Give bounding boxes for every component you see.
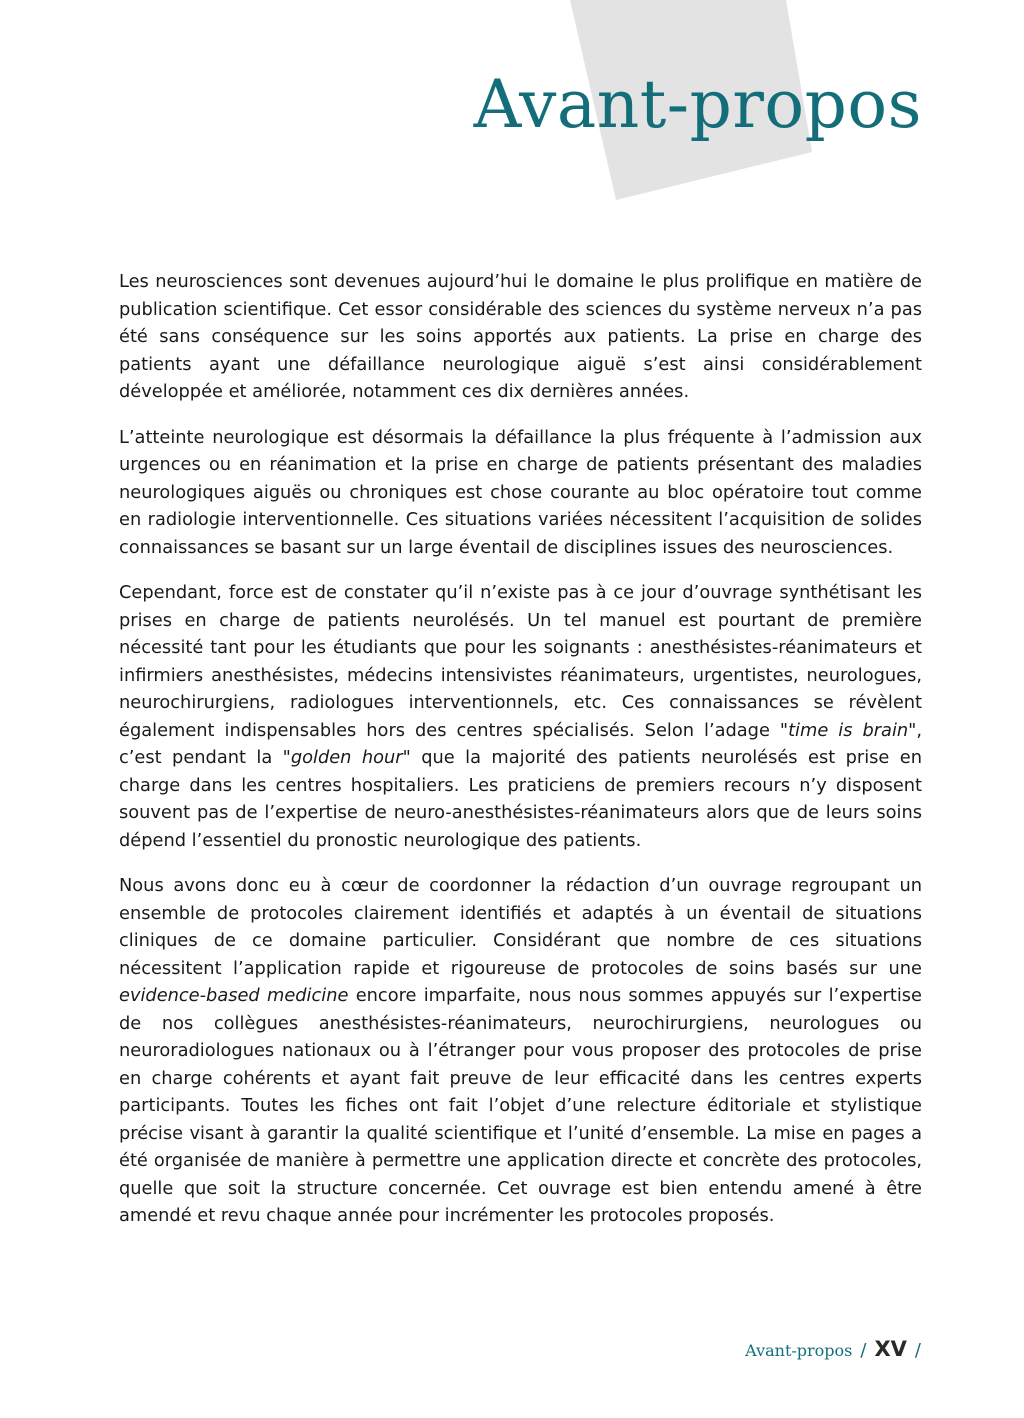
footer-section-label: Avant-propos	[745, 1341, 853, 1360]
paragraph-3-part-2: , c’est pendant la	[119, 719, 922, 768]
page-title: Avant-propos	[473, 66, 922, 143]
paragraph-4-part-2: encore imparfaite, nous nous sommes appuyés sur l’expertise de nos collègues anesthésistes-réanimateurs, neurochirurgiens, neurologues ou neuroradiologues nationaux ou à l’étranger pour vous proposer des protocoles de prise en charge cohérents et ayant fait preuve de leur efficacité dans les centres experts participants. Toutes les fiches ont fait l’objet d’une relecture éditoriale et stylistique précise visant à garantir la qualité scientifique et l’unité d’ensemble. La mise en pages a été organisée de manière à permettre une application directe et concrète des protocoles, quelle que soit la structure concernée. Cet ouvrage est bien entendu amené à être amendé et revu chaque année pour incrémenter les protocoles proposés.	[119, 985, 922, 1226]
paragraph-3-emphasis-1: "time is brain"	[779, 719, 917, 741]
paragraph-2: L’atteinte neurologique est désormais la défaillance la plus fréquente à l’admission aux urgences ou en réanimation et la prise en charge de patients présentant des maladies neurologiques aiguës ou chroniques est chose courante au bloc opératoire tout comme en radiologie interventionnelle. Ces situations variées nécessitent l’acquisition de solides connaissances se basant sur un large éventail de disciplines issues des neurosciences.	[119, 426, 922, 558]
footer-separator-right: /	[914, 1340, 921, 1361]
page-footer	[745, 1337, 921, 1361]
body-text	[119, 268, 922, 1248]
paragraph-3	[119, 579, 922, 854]
footer-separator-left: /	[860, 1340, 867, 1361]
paragraph-4-emphasis: evidence-based medicine	[119, 985, 349, 1006]
page-number: XV	[874, 1337, 907, 1361]
paragraph-4	[119, 872, 922, 1230]
paragraph-3-emphasis-2: "golden hour"	[282, 747, 411, 768]
paragraph-3-part-3: que la majorité des patients neurolésés est prise en charge dans les centres hospitaliers. Les praticiens de premiers recours n’y disposent souvent pas de l’expertise de neuro-anesthésistes-réanimateurs alors que de leurs soins dépend l’essentiel du pronostic neurologique des patients.	[119, 747, 922, 851]
paragraph-4-part-1: Nous avons donc eu à cœur de coordonner la rédaction d’un ouvrage regroupant un ensemble de protocoles clairement identifiés et adaptés à un éventail de situations cliniques de ce domaine particulier. Considérant que nombre de ces situations nécessitent l’application rapide et rigoureuse de protocoles de soins basés sur une	[119, 875, 922, 979]
paragraph-1: Les neurosciences sont devenues aujourd’hui le domaine le plus prolifique en matière de publication scientifique. Cet essor considérable des sciences du système nerveux n’a pas été sans conséquence sur les soins apportés aux patients. La prise en charge des patients ayant une défaillance neurologique aiguë s’est ainsi considérablement développée et améliorée, notamment ces dix dernières années.	[119, 271, 922, 402]
paragraph-3-part-1: Cependant, force est de constater qu’il n’existe pas à ce jour d’ouvrage synthétisant les prises en charge de patients neurolésés. Un tel manuel est pourtant de première nécessité tant pour les étudiants que pour les soignants : anesthésistes-réanimateurs et infirmiers anesthésistes, médecins intensivistes réanimateurs, urgentistes, neurologues, neurochirurgiens, radiologues interventionnels, etc. Ces connaissances se révèlent également indispensables hors des centres spécialisés. Selon l’adage	[119, 582, 922, 741]
